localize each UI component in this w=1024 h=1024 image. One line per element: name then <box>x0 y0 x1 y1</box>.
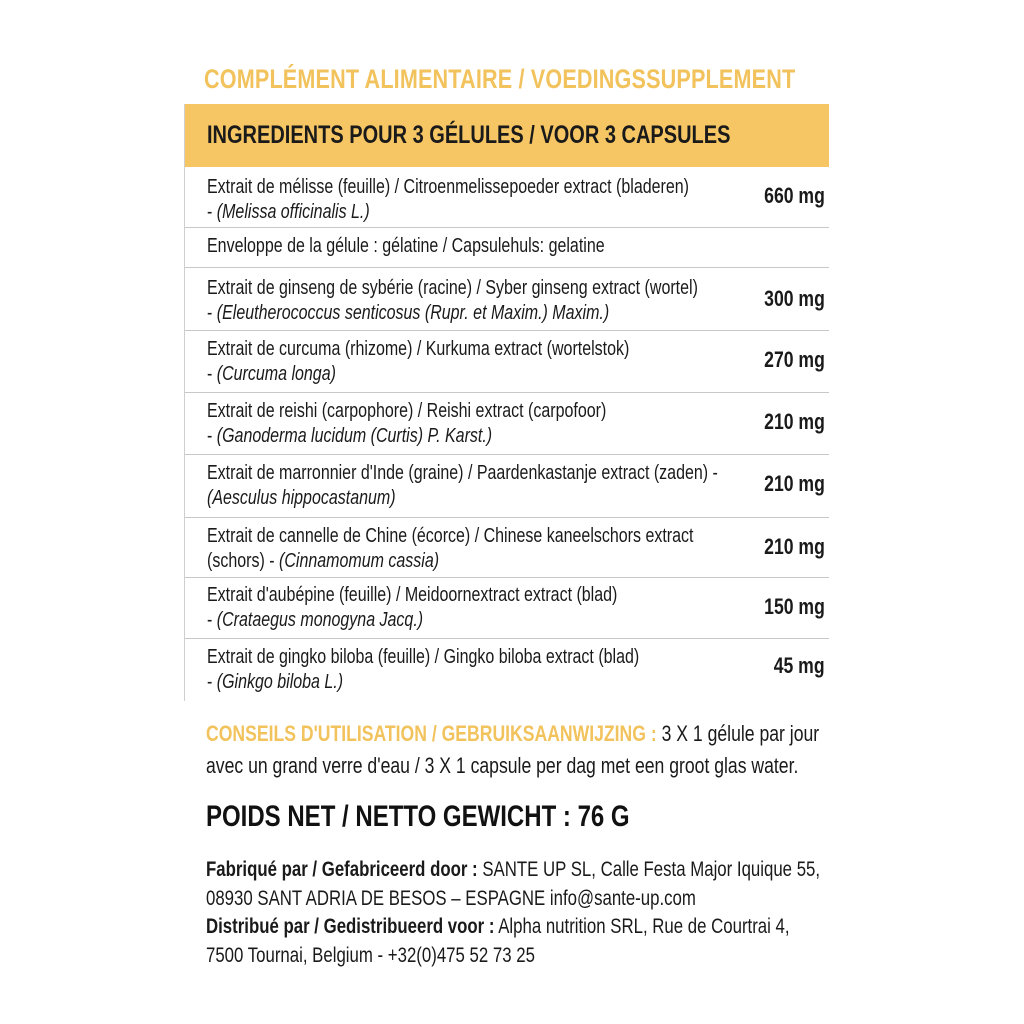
dose-text: 210 mg <box>764 534 825 559</box>
ingredient-name <box>207 234 704 259</box>
dose-text: 270 mg <box>764 347 825 372</box>
ingredients-header-text: INGREDIENTS POUR 3 GÉLULES / VOOR 3 CAPSULES <box>207 121 731 149</box>
ingredients-table-header <box>185 104 829 167</box>
ingredient-text: Extrait de gingko biloba (feuille) / Gingko biloba extract (blad) <box>207 646 640 668</box>
manufacturer-address: SANTE UP SL, Calle Festa Major Iquique 55, <box>477 858 821 881</box>
ingredient-latin-name: (Aesculus hippocastanum) <box>207 487 396 509</box>
supplement-title <box>204 64 943 95</box>
net-weight <box>206 800 736 834</box>
dose-text: 150 mg <box>764 594 825 619</box>
ingredient-latin-name: (Eleutherococcus senticosus (Rupr. et Maxim.) Maxim.) <box>216 302 610 324</box>
distributor-label: Distribué par / Gedistribueerd voor : <box>206 915 495 938</box>
ingredient-prefix: - <box>207 671 217 693</box>
dose-text: 45 mg <box>774 653 825 678</box>
ingredient-text: Enveloppe de la gélule : gélatine / Capsulehuls: gelatine <box>207 235 605 257</box>
ingredient-latin-name: (Ginkgo biloba L.) <box>216 671 344 693</box>
ingredient-dose <box>749 183 825 209</box>
ingredient-row <box>185 639 829 701</box>
ingredient-prefix: - <box>207 302 217 324</box>
manufacturer-address-line2: 08930 SANT ADRIA DE BESOS – ESPAGNE info@sante-up.com <box>206 886 696 910</box>
ingredient-latin-name: (Curcuma longa) <box>216 363 336 385</box>
usage-instructions <box>206 718 846 782</box>
ingredient-row <box>185 518 829 578</box>
ingredient-name <box>207 399 706 449</box>
ingredient-text: Extrait de mélisse (feuille) / Citroenmelissepoeder extract (bladeren) <box>207 176 689 198</box>
ingredient-dose <box>761 653 825 679</box>
ingredient-row <box>185 268 829 331</box>
ingredient-latin-name: (Ganoderma lucidum (Curtis) P. Karst.) <box>216 425 493 447</box>
dose-text: 210 mg <box>764 471 825 496</box>
dose-text: 300 mg <box>764 286 825 311</box>
ingredient-row <box>185 331 829 393</box>
ingredient-name <box>207 175 809 225</box>
ingredient-row <box>185 228 829 268</box>
ingredient-text: Extrait de marronnier d'Inde (graine) / Paardenkastanje extract (zaden) - <box>207 462 718 484</box>
dose-text: 210 mg <box>764 409 825 434</box>
ingredient-latin-name: (Cinnamomum cassia) <box>279 550 440 572</box>
ingredient-name <box>207 337 735 387</box>
ingredient-name <box>207 276 821 326</box>
usage-label: CONSEILS D'UTILISATION / GEBRUIKSAANWIJZING : <box>206 721 657 746</box>
ingredient-dose <box>749 409 825 435</box>
ingredient-dose <box>749 286 825 312</box>
ingredients-table <box>184 104 829 701</box>
ingredient-row <box>185 455 829 518</box>
manufacturer-distributor-block <box>206 856 974 970</box>
ingredient-prefix: - <box>207 201 217 223</box>
ingredient-prefix: - <box>207 609 217 631</box>
ingredient-name <box>207 645 747 695</box>
ingredient-text: Extrait de reishi (carpophore) / Reishi extract (carpofoor) <box>207 400 607 422</box>
ingredient-prefix: - <box>207 425 217 447</box>
ingredient-prefix: - <box>207 363 217 385</box>
usage-text: 3 X 1 gélule par jour <box>656 721 820 746</box>
ingredient-latin-name: (Melissa officinalis L.) <box>216 201 370 223</box>
supplement-title-text: COMPLÉMENT ALIMENTAIRE / VOEDINGSSUPPLEMENT <box>204 64 796 94</box>
usage-text-line2: avec un grand verre d'eau / 3 X 1 capsule per dag met een groot glas water. <box>206 753 799 778</box>
ingredient-row <box>185 393 829 455</box>
distributor-address: Alpha nutrition SRL, Rue de Courtrai 4, <box>494 915 790 938</box>
ingredient-text: Extrait d'aubépine (feuille) / Meidoornextract extract (blad) <box>207 584 618 606</box>
dose-text: 660 mg <box>764 183 825 208</box>
ingredient-text: Extrait de ginseng de sybérie (racine) / Syber ginseng extract (wortel) <box>207 277 698 299</box>
net-weight-text: POIDS NET / NETTO GEWICHT : 76 G <box>206 800 630 833</box>
ingredient-name <box>207 524 815 574</box>
ingredient-text: Extrait de cannelle de Chine (écorce) / Chinese kaneelschors extract <box>207 525 694 547</box>
ingredient-row <box>185 578 829 639</box>
ingredient-name <box>207 583 720 633</box>
ingredient-dose <box>749 471 825 497</box>
manufacturer-label: Fabriqué par / Gefabriceerd door : <box>206 858 478 881</box>
distributor-address-line2: 7500 Tournai, Belgium - +32(0)475 52 73 25 <box>206 943 535 967</box>
ingredient-prefix: (schors) - <box>207 550 279 572</box>
ingredient-dose <box>749 534 825 560</box>
ingredient-text: Extrait de curcuma (rhizome) / Kurkuma extract (wortelstok) <box>207 338 630 360</box>
ingredient-row <box>185 167 829 228</box>
ingredient-latin-name: (Crataegus monogyna Jacq.) <box>216 609 424 631</box>
ingredient-dose <box>749 594 825 620</box>
ingredient-dose <box>749 347 825 373</box>
